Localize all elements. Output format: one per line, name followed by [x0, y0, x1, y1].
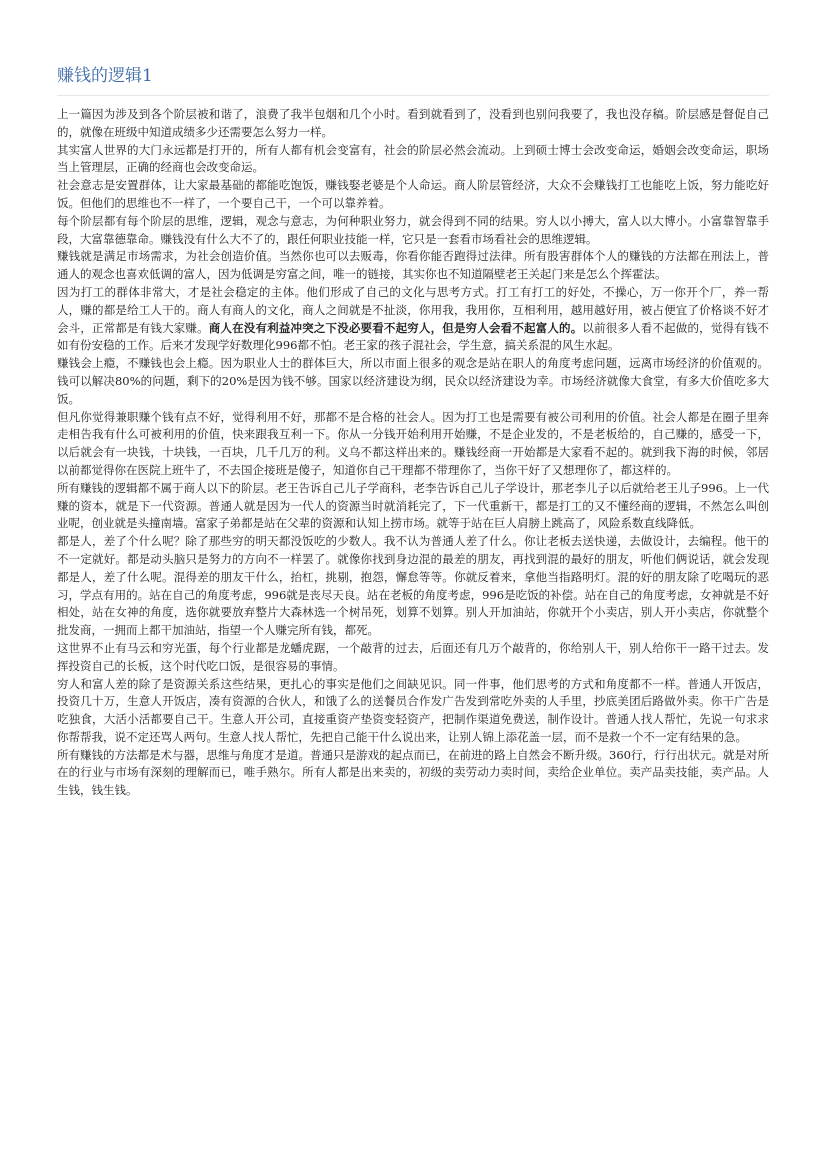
paragraph — [57, 355, 769, 408]
paragraph-text: 穷人和富人差的除了是资源关系这些结果，更扎心的事实是他们之间缺见识。同一件事，他们思考的方式和角度都不一样。普通人开饭店，投资几十万，生意人开饭店，凑有资源的合伙人，和饿了么的送餐员合作发广告发到常吃外卖的人手里，抄底美团后路做外卖。你干广告是吃独食，大活小活都要自己干。生意人开公司，直接重资产垫资变轻资产，把制作渠道免费送，制作设计。普通人找人帮忙，先说一句求求你帮帮我，说不定还骂人两句。生意人找人帮忙，先把自己能干什么说出来，让别人锦上添花盖一层，而不是救一个不一定有结果的急。 — [57, 676, 769, 744]
paragraph — [57, 480, 769, 533]
paragraph-text: 但凡你觉得兼职赚个钱有点不好，觉得利用不好，那都不是合格的社会人。因为打工也是需要有被公司利用的价值。社会人都是在圈子里奔走相告我有什么可被利用的价值，快来跟我互利一下。你从一分钱开始利用开始赚，不是企业发的，不是老板给的，自己赚的，感受一下，以后就会有一块钱，十块钱，一百块，几千几万的利。义乌不都这样出来的。赚钱经商一开始都是大家看不起的。就到我下海的时候，邻居以前都觉得你在医院上班牛了，不去国企接班是傻子，知道你自己干理都不带理你了，当你干好了又想理你了，都这样的。 — [57, 409, 769, 477]
paragraph — [57, 106, 769, 142]
paragraph-text: 上一篇因为涉及到各个阶层被和谐了，浪费了我半包烟和几个小时。看到就看到了，没看到也别问我要了，我也没存稿。阶层感是督促自己的，就像在班级中知道成绩多少还需要怎么努力一样。 — [57, 107, 769, 139]
emphasis-text: 商人在没有利益冲突之下没必要看不起穷人，但是穷人会看不起富人的。 — [208, 320, 583, 335]
paragraph-text: 这世界不止有马云和穷光蛋，每个行业都是龙蟠虎踞，一个敲背的过去，后面还有几万个敲背的，你给别人干，别人给你干一路干过去。发挥投资自己的长板，这个时代吃口饭，是很容易的事情。 — [57, 640, 769, 673]
paragraph — [57, 177, 769, 213]
title-divider — [57, 95, 769, 96]
paragraph-text: 所有赚钱的逻辑都不属于商人以下的阶层。老王告诉自己儿子学商科，老李告诉自己儿子学设计，那老李儿子以后就给老王儿子996。上一代赚的资本，就是下一代资源。普通人就是因为一代人的资源当时就消耗完了，下一代重新干，都是打工的又不懂经商的逻辑，不然怎么叫创业呢，创业就是头撞南墙。富家子弟都是站在父辈的资源和认知上捞市场。就等于站在巨人肩膀上跳高了，风险系数直线降低。 — [57, 480, 769, 531]
page-title: 赚钱的逻辑1 — [57, 66, 153, 86]
paragraph — [57, 284, 769, 355]
paragraph — [57, 409, 769, 480]
paragraph — [57, 142, 769, 178]
paragraph-text: 以前很多人看不起做的，觉得有钱不如有份安稳的工作。后来才发现学好数理化996都不怕。老王家的孩子混社会，学生意，搞关系混的风生水起。 — [57, 320, 770, 353]
paragraph-text: 都是人，差了个什么呢？除了那些穷的明天都没饭吃的少数人。我不认为普通人差了什么。你让老板去送快递，去做设计，去编程。他干的不一定就好。都是动头脑只是努力的方向不一样罢了。就像你找到身边混的最差的朋友，再找到混的最好的朋友，听他们俩说话，就会发现都是人，差了什么呢。混得差的朋友干什么，抬杠，挑剔，抱怨，懈怠等等。你就反着来，拿他当指路明灯。混的好的朋友除了吃喝玩的恶习，学点有用的。站在自己的角度考虑，996就是丧尽天良。站在老板的角度考虑，996是吃饭的补偿。站在自己的角度考虑，女神就是不好相处，站在女神的角度，选你就要放弃整片大森林选一个树吊死，划算不划算。别人开加油站，你就开个小卖店，别人开小卖店，你就整个批发商，一拥而上都干加油站，指望一个人赚完所有钱，都死。 — [57, 534, 769, 638]
paragraph — [57, 248, 769, 284]
paragraph — [57, 640, 769, 676]
paragraph-text: 所有赚钱的方法都是术与器，思维与角度才是道。普通只是游戏的起点而已，在前进的路上自然会不断升级。360行，行行出状元。就是对所在的行业与市场有深刻的理解而已，唯手熟尔。所有人都是出来卖的，初级的卖劳动力卖时间，卖给企业单位。卖产品卖技能，卖产品。人生钱，钱生钱。 — [57, 747, 769, 798]
paragraph-text: 因为打工的群体非常大，才是社会稳定的主体。他们形成了自己的文化与思考方式。打工有打工的好处，不操心，万一你开个厂，养一帮人，赚的都是给工人干的。商人有商人的文化，商人之间就是不扯淡，你用我，我用你，互相利用，越用越好用，被占便宜了价格谈不好才会斗，正常都是有钱大家赚。 — [57, 284, 769, 335]
paragraph — [57, 747, 769, 800]
paragraph-text: 每个阶层都有每个阶层的思维，逻辑，观念与意志，为何种职业努力，就会得到不同的结果。穷人以小搏大，富人以大博小。小富靠智靠手段，大富靠德靠命。赚钱没有什么大不了的，跟任何职业技能一样，它只是一套看市场看社会的思维逻辑。 — [57, 213, 769, 246]
paragraph-text: 赚钱就是满足市场需求，为社会创造价值。当然你也可以去贩毒，你看你能否跑得过法律。所有股害群体个人的赚钱的方法都在刑法上，普通人的观念也喜欢低调的富人，因为低调是穷富之间，唯一的链接，其实你也不知道隔壁老王关起门来是怎么个挥霍法。 — [57, 249, 769, 282]
paragraph — [57, 213, 769, 249]
article-body — [57, 106, 769, 800]
paragraph — [57, 533, 769, 640]
paragraph-text: 其实富人世界的大门永远都是打开的，所有人都有机会变富有，社会的阶层必然会流动。上到硕士博士会改变命运，婚姻会改变命运，职场当上管理层，正确的经商也会改变命运。 — [57, 142, 769, 175]
paragraph-text: 赚钱会上瘾，不赚钱也会上瘾。因为职业人士的群体巨大，所以市面上很多的观念是站在职人的角度考虑问题，远离市场经济的价值观的。钱可以解决80%的问题，剩下的20%是因为钱不够。国家以经济建设为纲，民众以经济建设为幸。市场经济就像大食堂，有多大价值吃多大饭。 — [57, 356, 769, 406]
paragraph-text: 社会意志是安置群体，让大家最基础的都能吃饱饭，赚钱娶老婆是个人命运。商人阶层管经济，大众不会赚钱打工也能吃上饭，努力能吃好饭。但他们的思维也不一样了，一个要自己干，一个可以靠养着。 — [57, 178, 769, 210]
document-page — [57, 0, 769, 800]
paragraph — [57, 676, 769, 747]
